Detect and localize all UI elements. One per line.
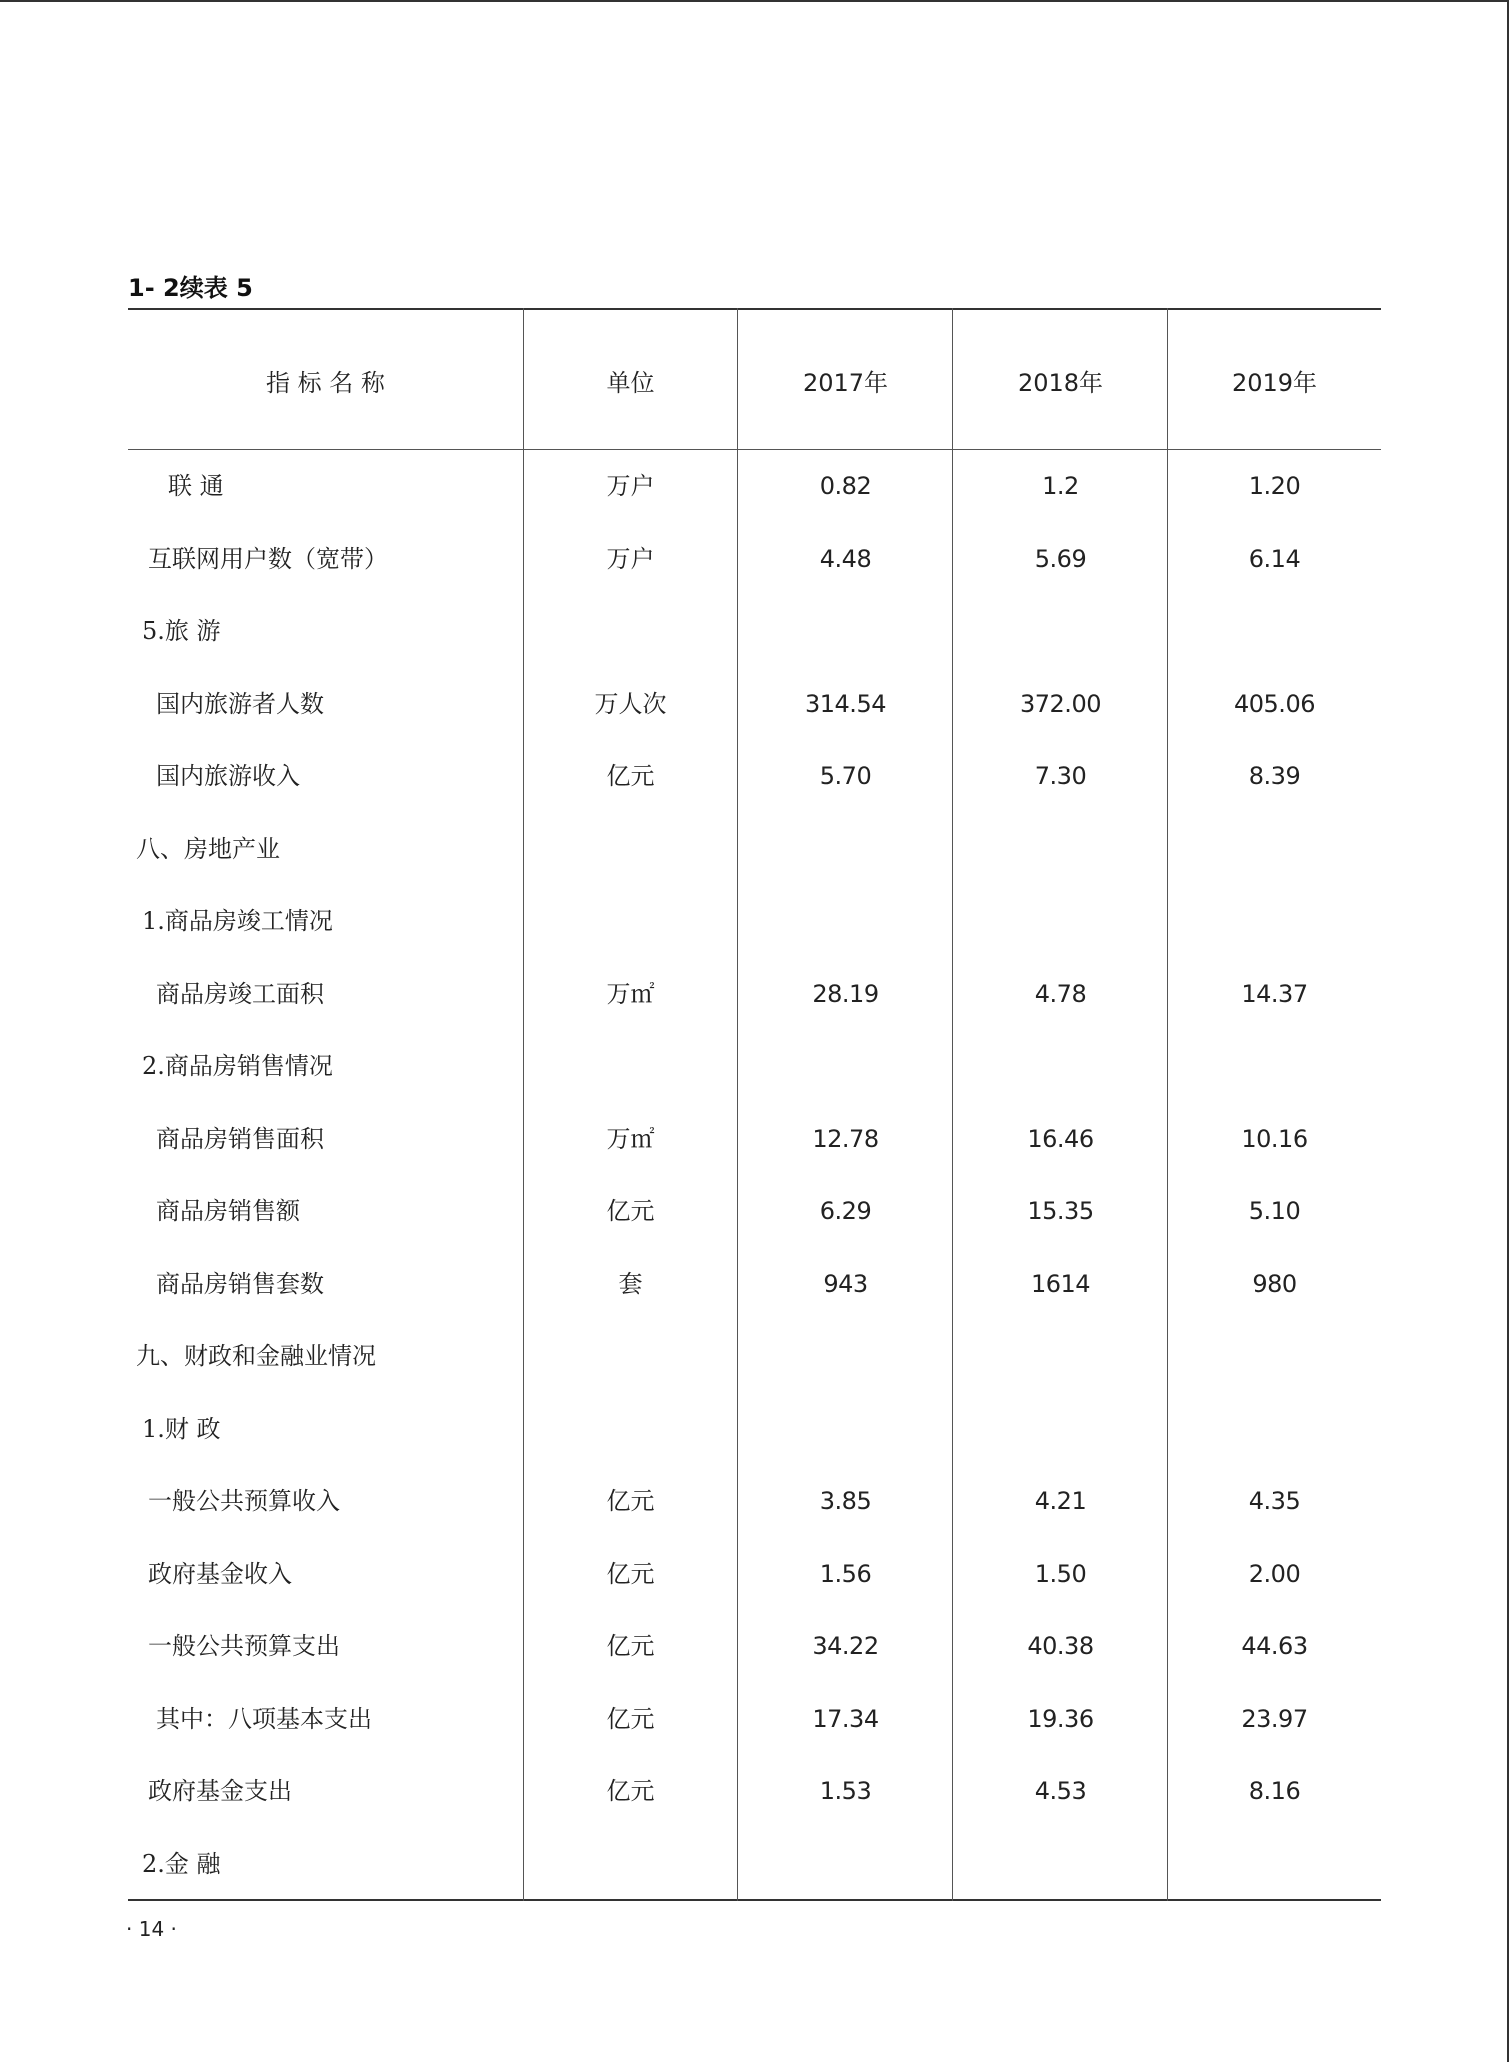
- value-2017-cell: 17.34: [812, 1704, 879, 1733]
- table-top-rule: [128, 308, 1381, 310]
- value-2019-cell: 8.39: [1248, 762, 1301, 790]
- indicator-name-cell: 联 通: [168, 472, 224, 500]
- table-row: [128, 539, 1381, 579]
- indicator-name-cell: 商品房销售额: [156, 1197, 300, 1225]
- table-row: [128, 974, 1381, 1014]
- value-2018-cell: 5.69: [1034, 544, 1087, 573]
- header-indicator-name: 指 标 名 称: [266, 369, 385, 397]
- value-2017-cell: 943: [823, 1269, 868, 1298]
- table-bottom-rule: [128, 1899, 1381, 1901]
- table-row: [128, 829, 1381, 869]
- value-2019-cell: 5.10: [1248, 1197, 1301, 1225]
- value-2018-cell: 19.36: [1027, 1704, 1094, 1733]
- value-2019-cell: [1168, 829, 1381, 869]
- statistics-table: [128, 308, 1381, 1901]
- value-2017-cell: [738, 1409, 953, 1449]
- table-header-rule: [128, 449, 1381, 450]
- value-2019-cell: 8.16: [1248, 1777, 1301, 1805]
- table-row: [128, 466, 1381, 506]
- table-row: [128, 684, 1381, 724]
- unit-cell: 万㎡: [606, 1124, 655, 1153]
- value-2017-cell: 1.53: [819, 1777, 872, 1805]
- unit-cell: 亿元: [606, 1632, 655, 1660]
- header-2019: 2019年: [1231, 369, 1318, 397]
- value-2019-cell: 4.35: [1248, 1487, 1301, 1515]
- value-2019-cell: 980: [1252, 1269, 1297, 1298]
- value-2019-cell: [1168, 1409, 1381, 1449]
- indicator-name-cell: 国内旅游收入: [156, 762, 300, 790]
- value-2017-cell: [738, 611, 953, 651]
- value-2018-cell: 15.35: [1027, 1197, 1094, 1225]
- unit-cell: [523, 1844, 738, 1884]
- value-2018-cell: [953, 829, 1168, 869]
- table-row: [128, 1481, 1381, 1521]
- indicator-name-cell: 2.金 融: [142, 1849, 221, 1878]
- value-2019-cell: [1168, 901, 1381, 941]
- indicator-name-cell: 八、房地产业: [136, 834, 280, 863]
- value-2018-cell: [953, 1844, 1168, 1884]
- value-2018-cell: [953, 1046, 1168, 1086]
- indicator-name-cell: 1.商品房竣工情况: [142, 907, 333, 935]
- table-row: [128, 901, 1381, 941]
- value-2017-cell: 6.29: [819, 1197, 872, 1225]
- indicator-name-cell: 1.财 政: [142, 1414, 221, 1443]
- unit-cell: 套: [618, 1269, 643, 1298]
- value-2017-cell: 0.82: [819, 472, 872, 500]
- header-2017: 2017年: [802, 369, 889, 397]
- unit-cell: 万㎡: [606, 979, 655, 1008]
- indicator-name-cell: 商品房竣工面积: [156, 979, 324, 1008]
- unit-cell: 亿元: [606, 1197, 655, 1225]
- value-2017-cell: 34.22: [812, 1632, 879, 1660]
- table-row: [128, 1336, 1381, 1376]
- value-2018-cell: 40.38: [1027, 1632, 1094, 1660]
- value-2018-cell: [953, 611, 1168, 651]
- indicator-name-cell: 政府基金收入: [148, 1559, 292, 1588]
- value-2017-cell: 28.19: [812, 979, 879, 1008]
- value-2019-cell: 23.97: [1241, 1704, 1308, 1733]
- value-2019-cell: 6.14: [1248, 544, 1301, 573]
- table-row: [128, 1771, 1381, 1811]
- unit-cell: 万户: [606, 544, 655, 573]
- table-row: [128, 756, 1381, 796]
- value-2018-cell: 7.30: [1034, 762, 1087, 790]
- table-row: [128, 1119, 1381, 1159]
- page-number: · 14 ·: [126, 1917, 177, 1941]
- value-2017-cell: [738, 1844, 953, 1884]
- header-2018: 2018年: [1017, 369, 1104, 397]
- table-row: [128, 1046, 1381, 1086]
- value-2017-cell: [738, 1046, 953, 1086]
- unit-cell: 亿元: [606, 1704, 655, 1733]
- value-2017-cell: 3.85: [819, 1487, 872, 1515]
- table-row: [128, 1264, 1381, 1304]
- unit-cell: 万人次: [594, 689, 667, 718]
- value-2017-cell: 1.56: [819, 1559, 872, 1588]
- value-2018-cell: 4.53: [1034, 1777, 1087, 1805]
- unit-cell: [523, 829, 738, 869]
- page-border-top: [0, 0, 1509, 2]
- unit-cell: 亿元: [606, 1777, 655, 1805]
- table-row: [128, 611, 1381, 651]
- value-2018-cell: 372.00: [1020, 689, 1101, 718]
- table-title: 1- 2续表 5: [128, 274, 253, 302]
- table-row: [128, 1191, 1381, 1231]
- value-2018-cell: [953, 1336, 1168, 1376]
- indicator-name-cell: 政府基金支出: [148, 1777, 292, 1805]
- value-2017-cell: 12.78: [812, 1124, 879, 1153]
- indicator-name-cell: 九、财政和金融业情况: [136, 1342, 376, 1370]
- indicator-name-cell: 其中：八项基本支出: [156, 1704, 372, 1733]
- value-2019-cell: 10.16: [1241, 1124, 1308, 1153]
- table-row: [128, 1626, 1381, 1666]
- unit-cell: 亿元: [606, 762, 655, 790]
- value-2017-cell: 314.54: [805, 689, 886, 718]
- value-2019-cell: 44.63: [1241, 1632, 1308, 1660]
- unit-cell: 万户: [606, 472, 655, 500]
- value-2018-cell: 4.21: [1034, 1487, 1087, 1515]
- indicator-name-cell: 一般公共预算收入: [148, 1487, 340, 1515]
- value-2018-cell: 16.46: [1027, 1124, 1094, 1153]
- unit-cell: 亿元: [606, 1487, 655, 1515]
- indicator-name-cell: 5.旅 游: [142, 617, 221, 645]
- value-2017-cell: [738, 901, 953, 941]
- value-2017-cell: [738, 1336, 953, 1376]
- indicator-name-cell: 商品房销售面积: [156, 1124, 324, 1153]
- table-row: [128, 1409, 1381, 1449]
- unit-cell: 亿元: [606, 1559, 655, 1588]
- indicator-name-cell: 一般公共预算支出: [148, 1632, 340, 1660]
- unit-cell: [523, 611, 738, 651]
- value-2018-cell: 1614: [1030, 1269, 1091, 1298]
- value-2019-cell: 14.37: [1241, 979, 1308, 1008]
- value-2017-cell: [738, 829, 953, 869]
- table-row: [128, 1844, 1381, 1884]
- table-row: [128, 1699, 1381, 1739]
- indicator-name-cell: 商品房销售套数: [156, 1269, 324, 1298]
- value-2018-cell: [953, 901, 1168, 941]
- value-2019-cell: [1168, 611, 1381, 651]
- table-row: [128, 1554, 1381, 1594]
- value-2017-cell: 4.48: [819, 544, 872, 573]
- unit-cell: [523, 1046, 738, 1086]
- value-2019-cell: 2.00: [1248, 1559, 1301, 1588]
- indicator-name-cell: 互联网用户数（宽带）: [148, 544, 388, 573]
- value-2018-cell: [953, 1409, 1168, 1449]
- value-2018-cell: 1.2: [1042, 472, 1079, 500]
- value-2017-cell: 5.70: [819, 762, 872, 790]
- indicator-name-cell: 国内旅游者人数: [156, 689, 324, 718]
- value-2019-cell: 1.20: [1248, 472, 1301, 500]
- unit-cell: [523, 1409, 738, 1449]
- header-unit: 单位: [606, 369, 655, 397]
- value-2019-cell: 405.06: [1234, 689, 1315, 718]
- value-2019-cell: [1168, 1336, 1381, 1376]
- indicator-name-cell: 2.商品房销售情况: [142, 1052, 333, 1080]
- value-2019-cell: [1168, 1046, 1381, 1086]
- value-2018-cell: 1.50: [1034, 1559, 1087, 1588]
- value-2018-cell: 4.78: [1034, 979, 1087, 1008]
- unit-cell: [523, 1336, 738, 1376]
- value-2019-cell: [1168, 1844, 1381, 1884]
- unit-cell: [523, 901, 738, 941]
